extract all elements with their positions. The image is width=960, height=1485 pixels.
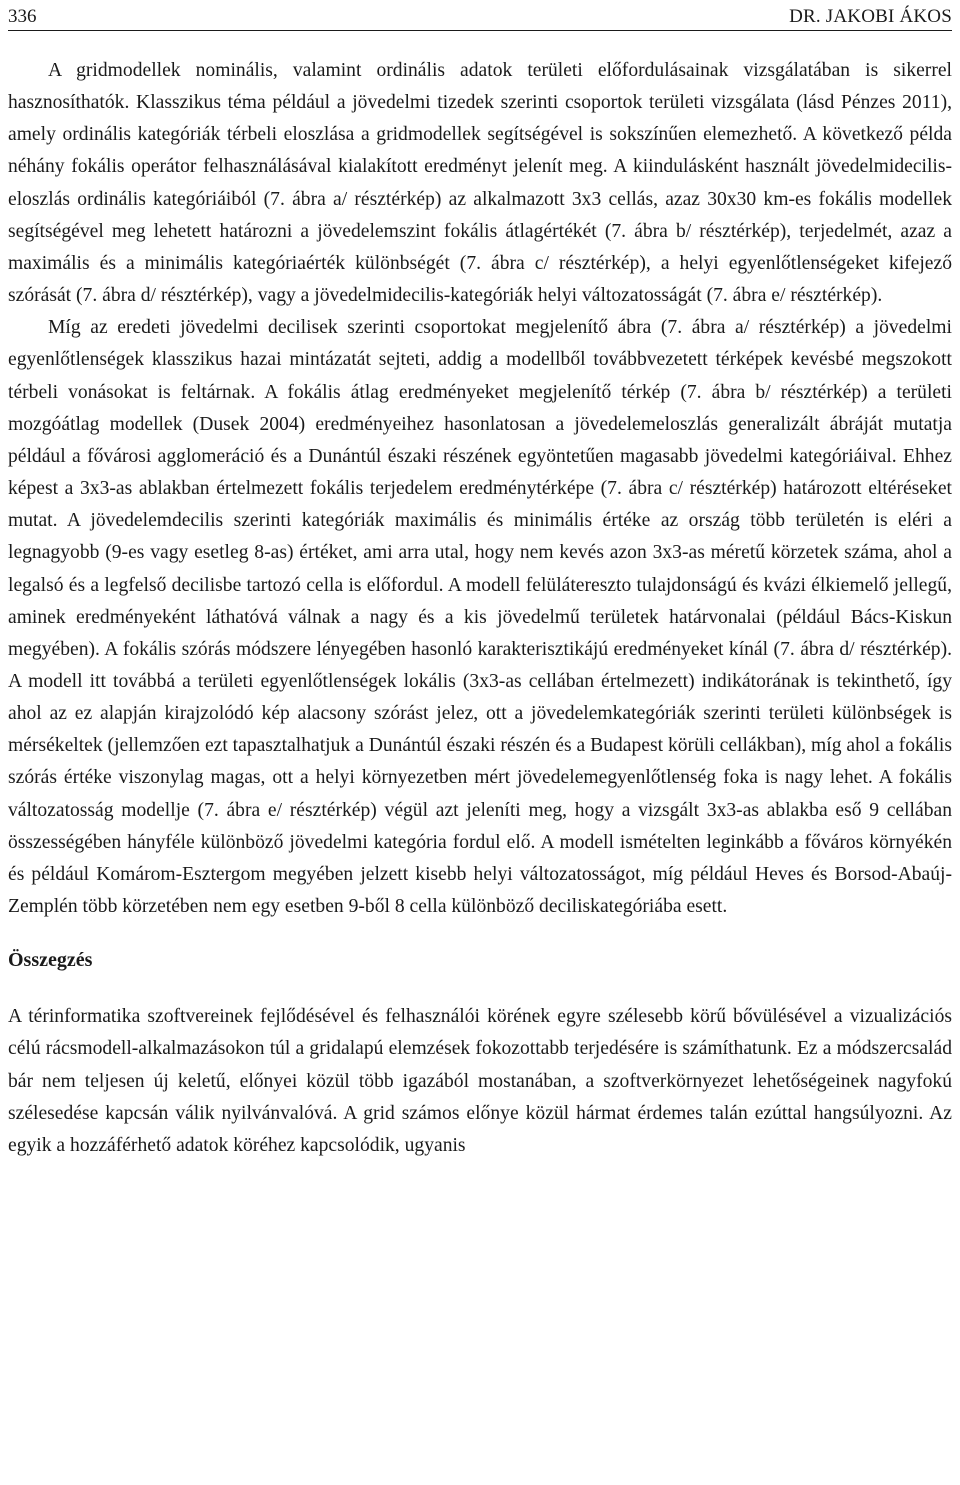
- section-heading-summary: Összegzés: [8, 949, 93, 972]
- running-head-author: DR. JAKOBI ÁKOS: [789, 6, 952, 27]
- body-paragraph-3: A térinformatika szoftvereinek fejlődésével és felhasználói körének egyre szélesebb körű bővülésével a vizualizációs célú rácsmodell-alkalmazásokon túl a gridalapú elemzések fokozottabb terjedésére is számíthatunk. Ez a módszercsalád bár nem teljesen új keletű, előnyei közül több igazából mostanában, a szoftverkörnyezet lehetőségeinek nagyfokú szélesedése kapcsán válik nyilvánvalóvá. A grid számos előnye közül hármat érdemes talán ezúttal hangsúlyozni. Az egyik a hozzáférhető adatok köréhez kapcsolódik, ugyanis: [8, 1006, 952, 1156]
- body-paragraph-1: A gridmodellek nominális, valamint ordinális adatok területi előfordulásainak vizsgálatában is sikerrel hasznosíthatók. Klasszikus téma például a jövedelmi tizedek szerinti csoportok területi vizsgálata (lásd Pénzes 2011), amely ordinális kategóriák térbeli eloszlása a gridmodellek segítségével is sokszínűen elemezhető. A következő példa néhány fokális operátor felhasználásával kialakított eredményt jelenít meg. A kiindulásként használt jövedelmidecilis-eloszlás ordinális kategóriáiból (7. ábra a/ résztérkép) az alkalmazott 3x3 cellás, azaz 30x30 km-es fokális modellek segítségével meg lehetett határozni a jövedelemszint fokális átlagértékét (7. ábra b/ résztérkép), terjedelmét, azaz a maximális és a minimális kategóriaérték különbségét (7. ábra c/ résztérkép), a helyi egyenlőtlenségeket kifejező szórását (7. ábra d/ résztérkép), vagy a jövedelmidecilis-kategóriák helyi változatosságát (7. ábra e/ résztérkép).: [8, 60, 952, 307]
- page-number: 336: [8, 6, 37, 27]
- page-body: [8, 55, 952, 1162]
- page-header: [8, 4, 952, 31]
- body-paragraph-2: Míg az eredeti jövedelmi decilisek szerinti csoportokat megjelenítő ábra (7. ábra a/ résztérkép) a jövedelmi egyenlőtlenségek klasszikus hazai mintázatát sejteti, addig a modellből továbbvezetett térképek kevésbé megszokott térbeli vonásokat is feltárnak. A fokális átlag eredményeket megjelenítő térkép (7. ábra b/ résztérkép) a területi mozgóátlag modellek (Dusek 2004) eredményeihez hasonlatosan a jövedelemeloszlás generalizált ábráját mutatja például a fővárosi agglomeráció és a Dunántúl északi részének egyöntetűen magasabb jövedelmi kategóriáival. Ehhez képest a 3x3-as ablakban értelmezett fokális terjedelem eredménytérképe (7. ábra c/ résztérkép) határozott eltéréseket mutat. A jövedelemdecilis szerinti kategóriák maximális és minimális értéke az ország több területén is eléri a legnagyobb (9-es vagy esetleg 8-as) értéket, ami arra utal, hogy nem kevés azon 3x3-as méretű körzetek száma, ahol a legalsó és a legfelső decilisbe tartozó cella is előfordul. A modell felülátereszto tulajdonságú és kvázi élkiemelő jellegű, aminek eredményeként láthatóvá válnak a nagy és a kis jövedelmű területek határvonalai (például Bács-Kiskun megyében). A fokális szórás módszere lényegében hasonló karakterisztikájú eredményeket kínál (7. ábra d/ résztérkép). A modell itt továbbá a területi egyenlőtlenségek lokális (3x3-as cellában értelmezett) indikátorának is tekinthető, így ahol az ez alapján kirajzolódó kép alacsony szórást jelez, ott a jövedelemkategóriák szerinti területi különbségek is mérsékeltek (jellemzően ezt tapasztalhatjuk a Dunántúl északi részén és a Budapest körüli cellákban), míg ahol a fokális szórás értéke viszonylag magas, ott a helyi környezetben mért jövedelemegyenlőtlenség foka is nagy lehet. A fokális változatosság modellje (7. ábra e/ résztérkép) végül azt jeleníti meg, hogy a vizsgált 3x3-as ablakba eső 9 cellában összességében hányféle különböző jövedelmi kategória fordul elő. A modell ismételten leginkább a főváros környékén és például Komárom-Esztergom megyében jelzett kisebb helyi változatosságot, míg például Heves és Borsod-Abaúj-Zemplén több körzetében nem egy esetben 9-ből 8 cella különböző deciliskategóriába esett.: [8, 317, 952, 918]
